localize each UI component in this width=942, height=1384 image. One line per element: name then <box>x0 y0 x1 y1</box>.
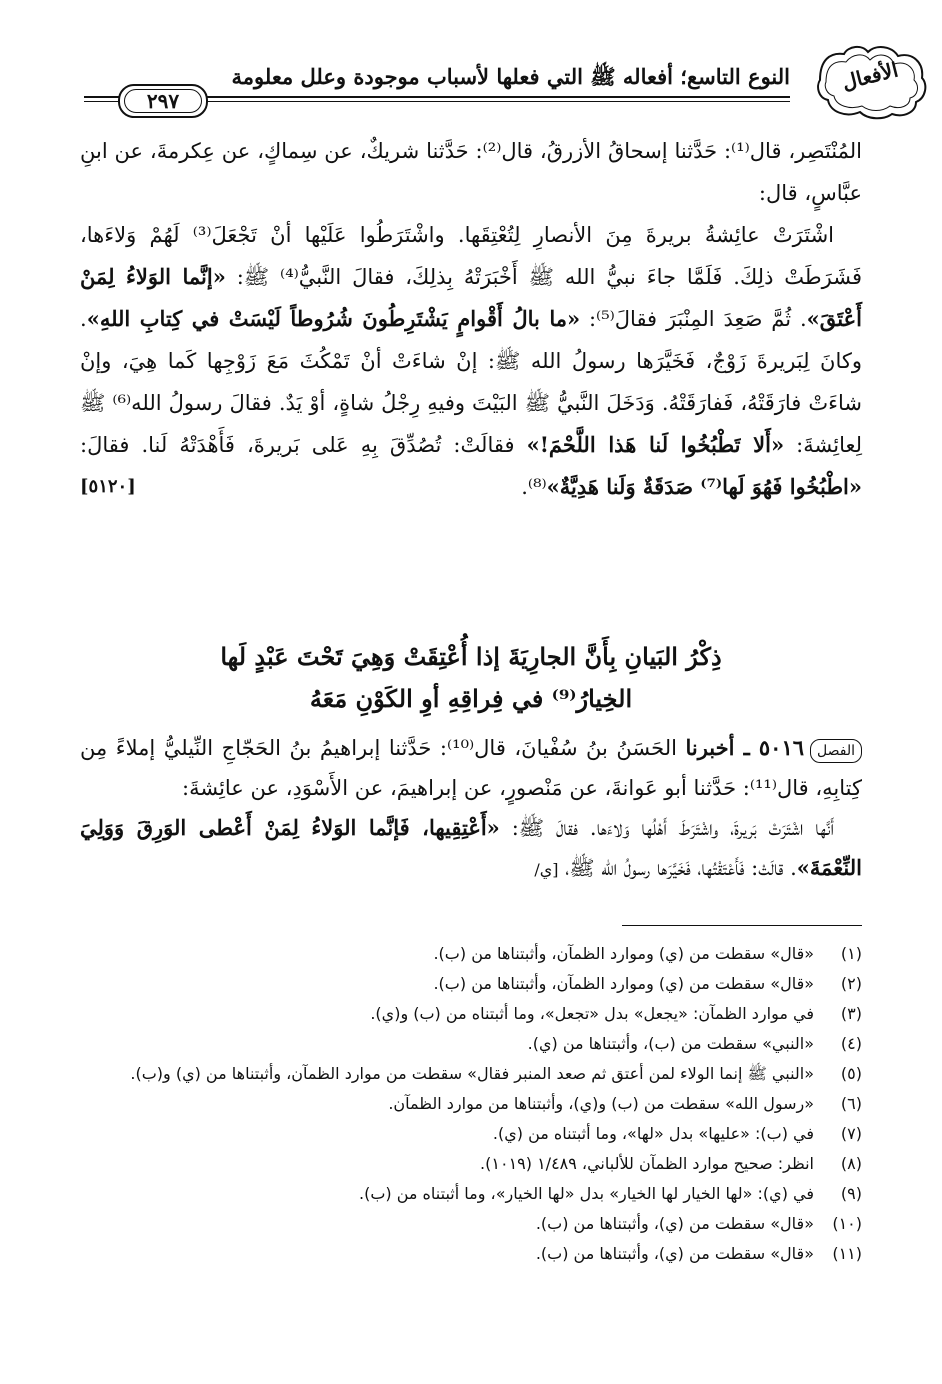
running-title: النوع التاسع؛ أفعاله ﷺ التي فعلها لأسباب موجودة وعلل معلومة <box>231 64 790 89</box>
running-title-bold: النوع التاسع <box>686 64 790 89</box>
footnote: (٣) في موارد الظمآن: «يجعل» بدل «تجعل»، وما أثبتناه من (ب) و(ي). <box>370 1004 862 1023</box>
hadith-number: ٥٠١ <box>758 735 793 760</box>
footnote: (١) «قال» سقطت من (ي) وموارد الظمآن، وأثبتناها من (ب). <box>433 944 862 963</box>
hadith-block <box>80 728 862 890</box>
section-heading-line1: ذِكْرُ البَيانِ بِأَنَّ الجارِيَةَ إذا أُعْتِقَتْ وَهِيَ تَحْتَ عَبْدٍ لَها <box>220 642 722 671</box>
footnote: (٩) في (ي): «لها الخيار لها الخيار» بدل «لها الخيار»، وما أثبتناه من (ب). <box>358 1184 862 1203</box>
footnote: (٦) «رسول الله» سقطت من (ب) و(ي)، وأثبتناها من موارد الظمآن. <box>388 1094 862 1113</box>
page-number-frame <box>118 84 208 118</box>
footnote-divider <box>622 925 862 926</box>
matn-paragraph: اشْتَرَتْ عائِشةُ بريرةَ مِنَ الأنصارِ لِتُعْتِقَها. واشْتَرَطُوا عَلَيْها أنْ تَجْعَلَ⁽³⁾ لَهُمْ وَلاءَها، فَشَرَطَتْ ذلِكَ. فَلَمَّا جاءَ نبيُّ الله ﷺ أَخْبَرَتْهُ بِذلِكَ، فقالَ النَّبيُّ⁽⁴⁾ ﷺ: «إنَّما الوَلاءُ لِمَنْ أَعْتَقَ». ثُمَّ صَعِدَ المِنْبَرَ فقالَ⁽⁵⁾: «ما بالُ أَقْوامٍ يَشْتَرِطُونَ شُرُوطاً لَيْسَتْ في كِتابِ اللهِ». وكانَ لِبَريرةَ زَوْجٌ، فَخَيَّرَها رسولُ الله ﷺ: إنْ شاءَتْ أنْ تَمْكُثَ مَعَ زَوْجِها كَما هِيَ، وإنْ شاءَتْ فارَقَتْهُ، فَفارَقَتْهُ. وَدَخَلَ النَّبيُّ ﷺ البَيْتَ وفيهِ رِجْلُ شاةٍ، أوْ يَدٌ. فقالَ رسولُ الله⁽⁶⁾ ﷺ لِعائِشةَ: «أَلا تَطْبُخُوا لَنا هَذا اللَّحْمَ!» فقالَتْ: تُصُدِّقَ بِهِ عَلى بَريرةَ، فَأَهْدَتْهُ لَنا. فقالَ: «اطْبُخُوا فَهُوَ لَها⁽⁷⁾ صَدَقَةٌ وَلَنا هَدِيَّةٌ»⁽⁸⁾. [٥١٢٠] <box>80 214 862 508</box>
hadith-lead: ٦ ـ أخبرنا <box>685 735 805 760</box>
footnote: (١١) «قال» سقطت من (ي)، وأثبتناها من (ب). <box>535 1244 862 1263</box>
hadith-matn: أَنَّها اشْتَرَتْ بَريرةَ، واشْتَرَطَ أَهْلُها وَلاءَها. فقالَ ﷺ: «أَعْتِقِيها، فَإنَّما الوَلاءُ لِمَنْ أَعْطى الوَرِقَ وَوَلِيَ النِّعْمَةَ». قالَتْ: فَأَعْتَقْتُها، فَخَيَّرَها رسولُ الله ﷺ، [ي/ <box>80 815 862 880</box>
prophetic-saying: «ما بالُ أَقْوامٍ يَشْتَرِطُونَ شُرُوطاً لَيْسَتْ في كِتابِ اللهِ» <box>86 306 581 331</box>
hadith-reference: [٥١٢٠] <box>80 476 136 497</box>
footnote: (٤) «النبي» سقطت من (ب)، وأثبتناها من (ي). <box>527 1034 862 1053</box>
footnote: (١٠) «قال» سقطت من (ي)، وأثبتناها من (ب). <box>535 1214 862 1233</box>
fasl-badge: الفصل <box>810 739 862 763</box>
section-heading <box>80 636 862 720</box>
prophetic-saying: «اطْبُخُوا فَهُوَ لَها⁽⁷⁾ صَدَقَةٌ وَلَنا هَدِيَّةٌ» <box>546 474 862 499</box>
isnad-paragraph: المُنْتَصِر، قال⁽¹⁾: حَدَّثنا إسحاقُ الأزرقُ، قال⁽²⁾: حَدَّثنا شريكٌ، عن سِماكٍ، عن عِكرمةَ، عن ابنِ عبَّاسٍ، قال: <box>80 139 862 205</box>
section-badge: الأفعال <box>839 57 901 95</box>
section-heading-line2: الخِيارُ⁽⁹⁾ في فِراقِهِ أوِ الكَوْنِ مَعَهُ <box>309 684 633 713</box>
running-title-rest: أفعاله ﷺ التي فعلها لأسباب موجودة وعلل معلومة <box>231 64 673 89</box>
prophetic-saying: «إنَّما الوَلاءُ لِمَنْ أَعْتَقَ» <box>80 264 862 331</box>
hadith-isnad: الفصل٥٠١٦ ـ أخبرنا الحَسَنُ بنُ سُفْيانَ، قال⁽¹⁰⁾: حَدَّثنا إبراهيمُ بنُ الحَجّاجِ النِّيليُّ إملاءً مِن كِتابِهِ، قال⁽¹¹⁾: حَدَّثنا أبو عَوانةَ، عن مَنْصورٍ، عن إبراهيمَ، عن الأَسْوَدِ، عن عائِشةَ: <box>80 735 862 800</box>
page-number: ٢٩٧ <box>146 89 180 113</box>
manuscript-marker: [ي/ <box>534 860 559 879</box>
footnote: (٢) «قال» سقطت من (ي) وموارد الظمآن، وأثبتناها من (ب). <box>433 974 862 993</box>
footnote: (٥) «النبي ﷺ إنما الولاء لمن أعتق ثم صعد المنبر فقال» سقطت من موارد الظمآن، وأثبتناها من (ي) و(ب). <box>130 1064 862 1083</box>
main-text-block <box>80 130 862 508</box>
prophetic-saying: «أَعْتِقِيها، فَإنَّما الوَلاءُ لِمَنْ أَعْطى الوَرِقَ وَوَلِيَ النِّعْمَةَ» <box>80 815 862 880</box>
page-header <box>84 40 930 120</box>
footnotes <box>80 940 862 1270</box>
footnote: (٨) انظر: صحيح موارد الظمآن للألباني، ١/٤٨٩ (١٠١٩). <box>480 1154 862 1173</box>
prophetic-saying: «أَلا تَطْبُخُوا لَنا هَذا اللَّحْمَ!» <box>526 432 785 457</box>
footnote: (٧) في (ب): «عليها» بدل «لها»، وما أثبتناه من (ي). <box>492 1124 862 1143</box>
